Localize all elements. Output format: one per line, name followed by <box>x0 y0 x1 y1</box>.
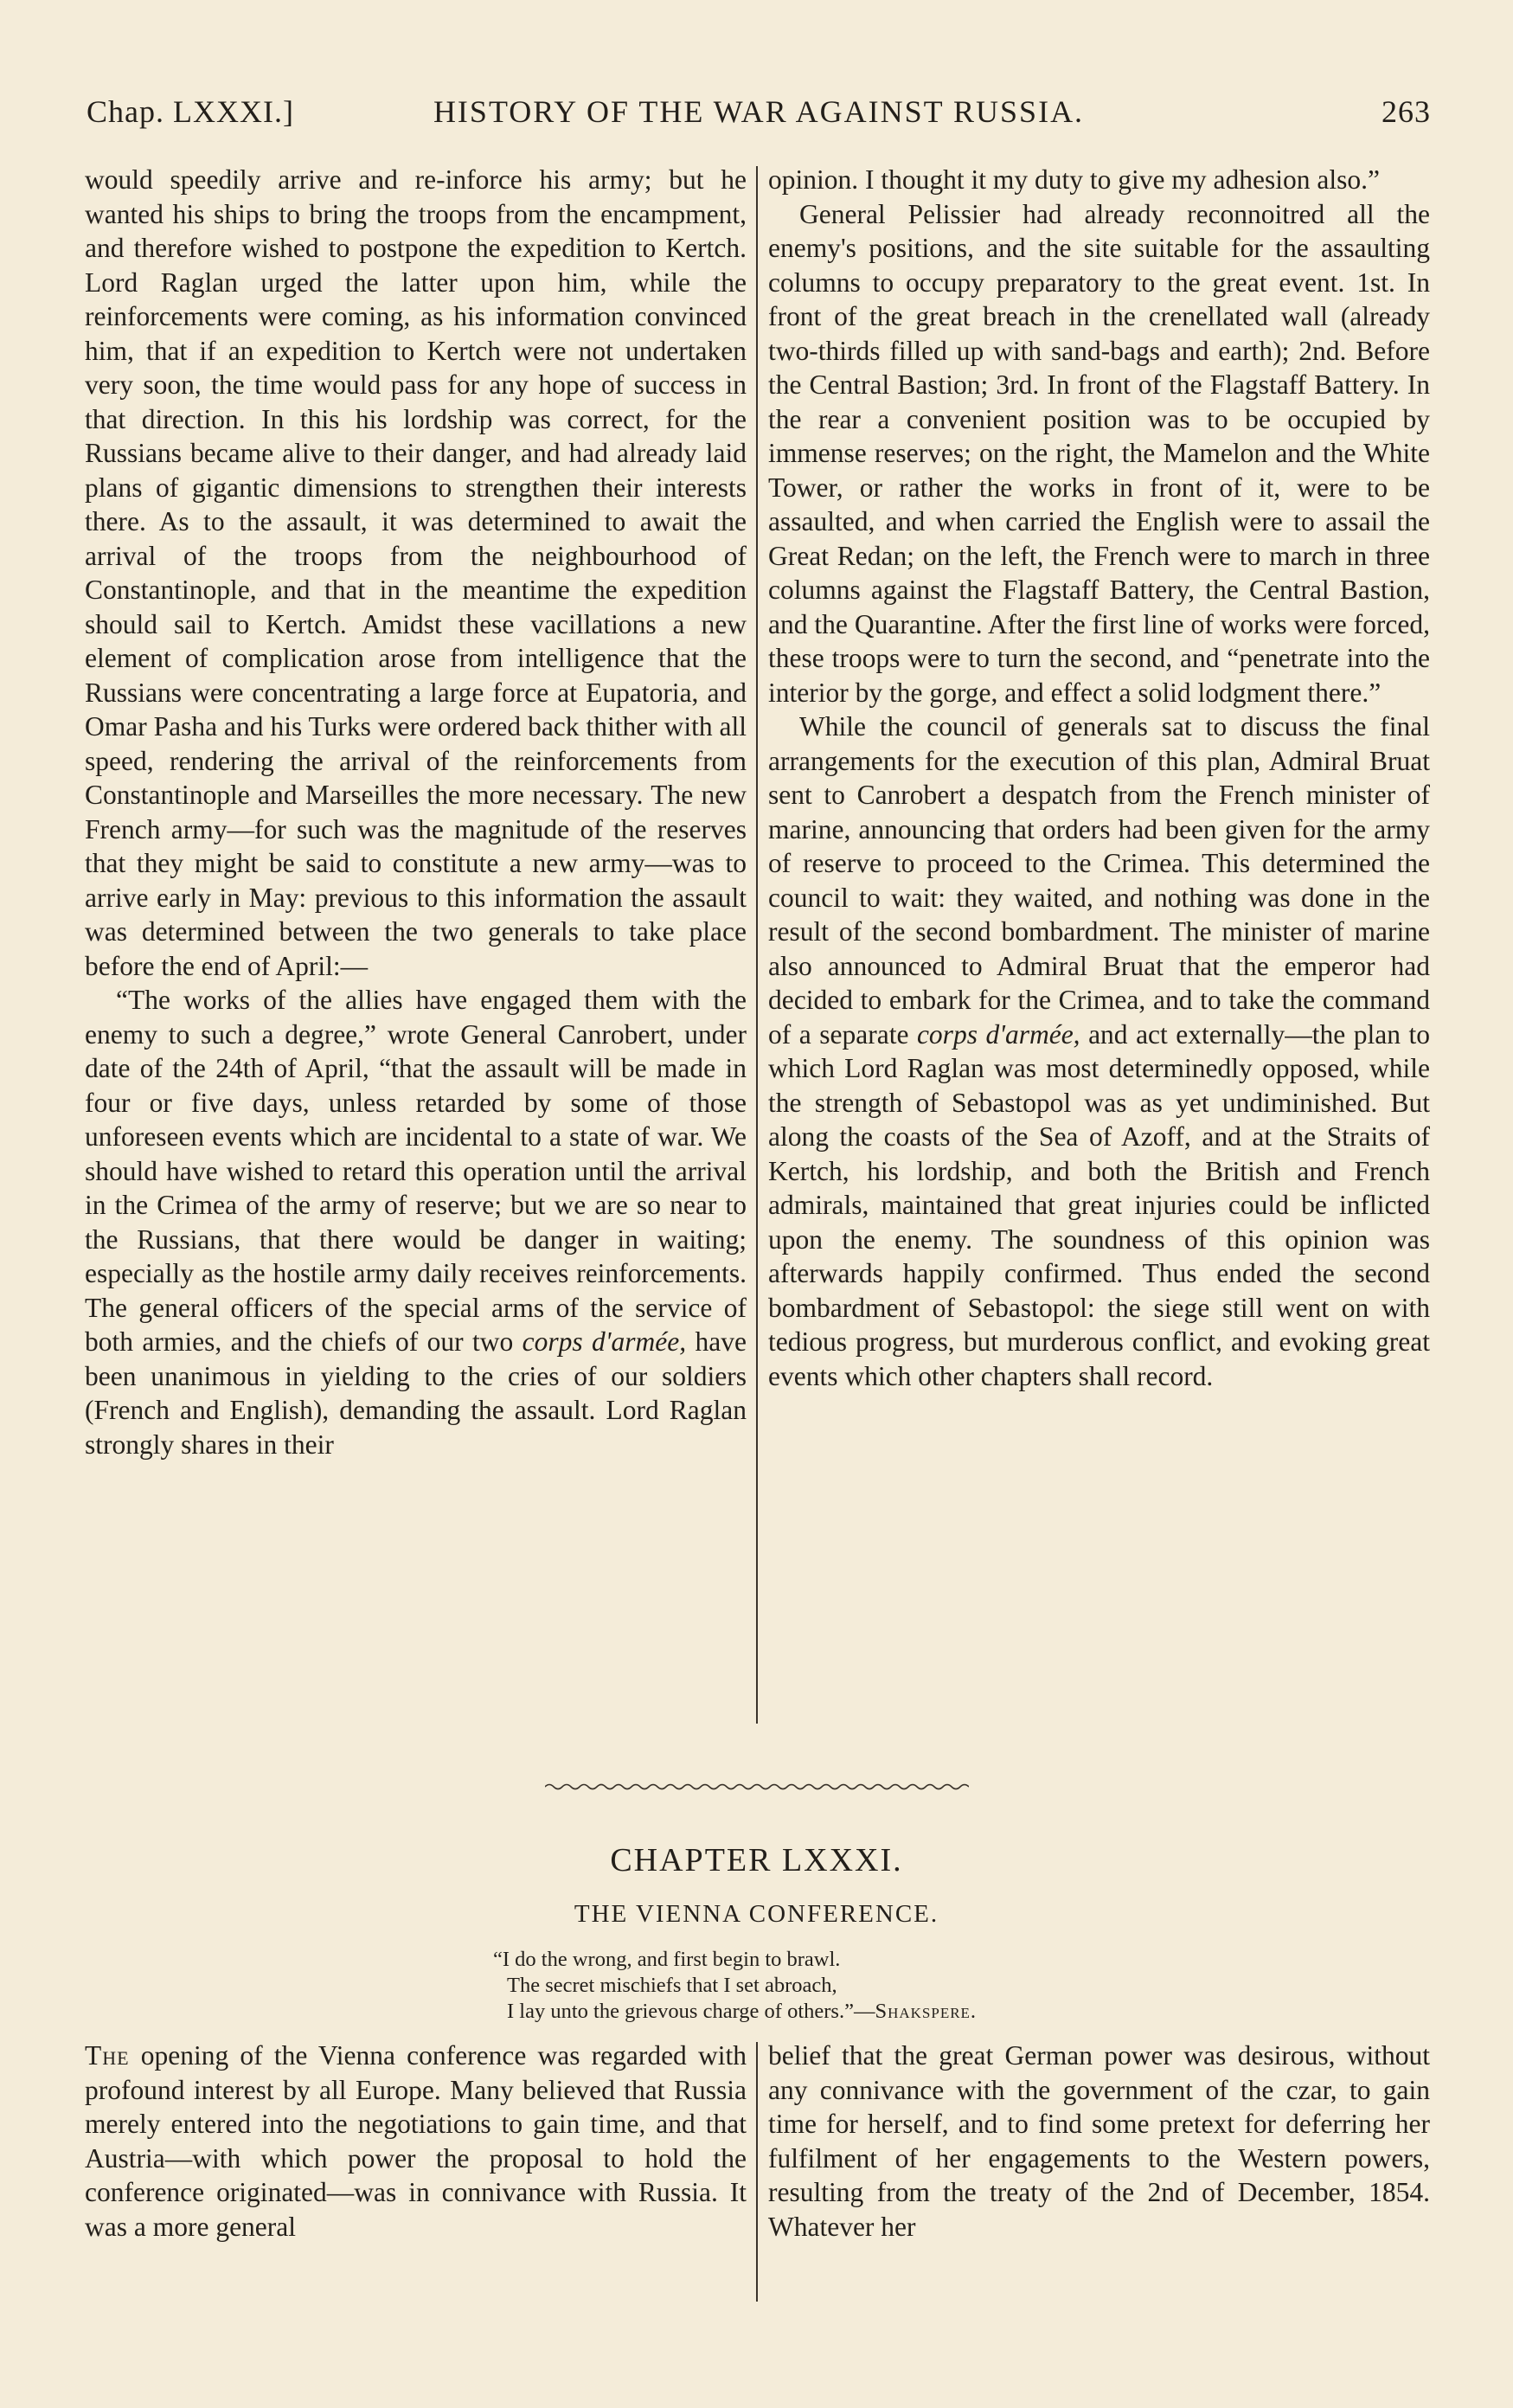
bottom-left-column <box>85 2039 747 2315</box>
bottom-left-text: opening of the Vienna conference was regarded with profound interest by all Europe. Many believed that Russia merely entered into the negotiations to gain time, and that Austria—with which power the proposal to hold the conference originated—was in connivance with Russia. It was a more general <box>85 2040 747 2242</box>
epigraph-attribution: Shakspere. <box>875 2000 978 2023</box>
left-p2-text-b: have been unanimous in yielding to the cries of our soldiers (French and English), demanding the assault. Lord Raglan strongly shares in their <box>85 1326 747 1460</box>
epigraph <box>493 1947 1202 2025</box>
right-p3-text-a: While the council of generals sat to discuss the final arrangements for the execution of this plan, Admiral Bruat sent to Canrobert a despatch from the French minister of marine, announcing that orders had been given for the army of reserve to proceed to the Crimea. This determined the council to wait: they waited, and nothing was done in the result of the second bombardment. The minister of marine also announced to Admiral Bruat that the emperor had decided to embark for the Crimea, and to take the command of a separate <box>768 711 1430 1050</box>
epigraph-line-3-text: I lay unto the grievous charge of others.”— <box>507 2000 875 2023</box>
right-paragraph-1: opinion. I thought it my duty to give my adhesion also.” <box>768 164 1380 195</box>
right-paragraph-3 <box>768 710 1430 1393</box>
bottom-column-divider <box>756 2042 758 2302</box>
left-column <box>85 163 747 1737</box>
running-header <box>87 93 1431 137</box>
right-p3-text-b: and act externally—the plan to which Lord Raglan was most determinedly opposed, while the strength of Sebastopol was as yet undiminished. But along the coasts of the Sea of Azoff, and at the Straits of Kertch, his lordship, and both the British and French admirals, maintained that great injuries could be inflicted upon the enemy. The soundness of this opinion was afterwards happily confirmed. Thus ended the second bombardment of Sebastopol: the siege still went on with tedious progress, but murderous conflict, and evoking great events which other chapters shall record. <box>768 1018 1430 1391</box>
header-chapter: Chap. LXXXI.] <box>87 94 294 129</box>
left-p2-text-a: “The works of the allies have engaged them with the enemy to such a degree,” wrote General Canrobert, under date of the 24th of April, “that the assault will be made in four or five days, unless retarded by some of those unforeseen events which are incidental to a state of war. We should have wished to retard this operation until the arrival in the Crimea of the army of reserve; but we are so near to the Russians, that there would be danger in waiting; especially as the hostile army daily receives reinforcements. The general officers of the special arms of the service of both armies, and the chiefs of our two <box>85 985 747 1357</box>
lead-word: The <box>85 2040 130 2071</box>
bottom-right-column <box>768 2039 1430 2315</box>
right-paragraph-2: General Pelissier had already reconnoitred all the enemy's positions, and the site suitable for the assaulting columns to occupy preparatory to the great event. 1st. In front of the great breach in the crenellated wall (already two-thirds filled up with sand-bags and earth); 2nd. Before the Central Bastion; 3rd. In front of the Flagstaff Battery. In the rear a convenient position was to be occupied by immense reserves; on the right, the Mamelon and the White Tower, or rather the works in front of it, were to be assaulted, and when carried the English were to assail the Great Redan; on the left, the French were to march in three columns against the Flagstaff Battery, the Central Bastion, and the Quarantine. After the first line of works were forced, these troops were to turn the second, and “penetrate into the interior by the gorge, and effect a solid lodgment there.” <box>768 198 1430 708</box>
page-number: 263 <box>1382 94 1431 129</box>
bottom-right-paragraph: belief that the great German power was desirous, without any connivance with the government of the czar, to gain time for herself, and to find some pretext for deferring her fulfilment of her engagements to the Western powers, resulting from the treaty of the 2nd of December, 1854. Whatever her <box>768 2040 1430 2242</box>
left-p2-italic: corps d'armée, <box>522 1326 687 1357</box>
epigraph-line-2: The secret mischiefs that I set abroach, <box>507 1974 837 1997</box>
chapter-heading: CHAPTER LXXXI. <box>610 1842 903 1878</box>
wavy-ornament <box>545 1781 969 1793</box>
epigraph-line-3 <box>493 1999 1202 2025</box>
chapter-subheading: THE VIENNA CONFERENCE. <box>574 1900 939 1928</box>
left-paragraph-1: would speedily arrive and re-inforce his army; but he wanted his ships to bring the troops from the encampment, and therefore wished to postpone the expedition to Kertch. Lord Raglan urged the latter upon him, while the reinforcements were coming, as his information convinced him, that if an expedition to Kertch were not undertaken very soon, the time would pass for any hope of success in that direction. In this his lordship was correct, for the Russians became alive to their danger, and had already laid plans of gigantic dimensions to strengthen their interests there. As to the assault, it was determined to await the arrival of the troops from the neighbourhood of Constantinople, and that in the meantime the expedition should sail to Kertch. Amidst these vacillations a new element of complication arose from intelligence that the Russians were concentrating a large force at Eupatoria, and Omar Pasha and his Turks were ordered back thither with all speed, rendering the arrival of the reinforcements from Constantinople and Marseilles the more necessary. The new French army—for such was the magnitude of the reserves that they might be said to constitute a new army—was to arrive early in May: previous to this information the assault was determined between the two generals to take place before the end of April:— <box>85 164 747 981</box>
epigraph-line-1: “I do the wrong, and first begin to brawl. <box>493 1948 841 1971</box>
header-title: HISTORY OF THE WAR AGAINST RUSSIA. <box>433 94 1085 129</box>
column-divider <box>756 166 758 1724</box>
right-column <box>768 163 1430 1737</box>
left-paragraph-2 <box>85 983 747 1461</box>
right-p3-italic: corps d'armée, <box>916 1018 1080 1050</box>
bottom-left-paragraph <box>85 2039 747 2244</box>
